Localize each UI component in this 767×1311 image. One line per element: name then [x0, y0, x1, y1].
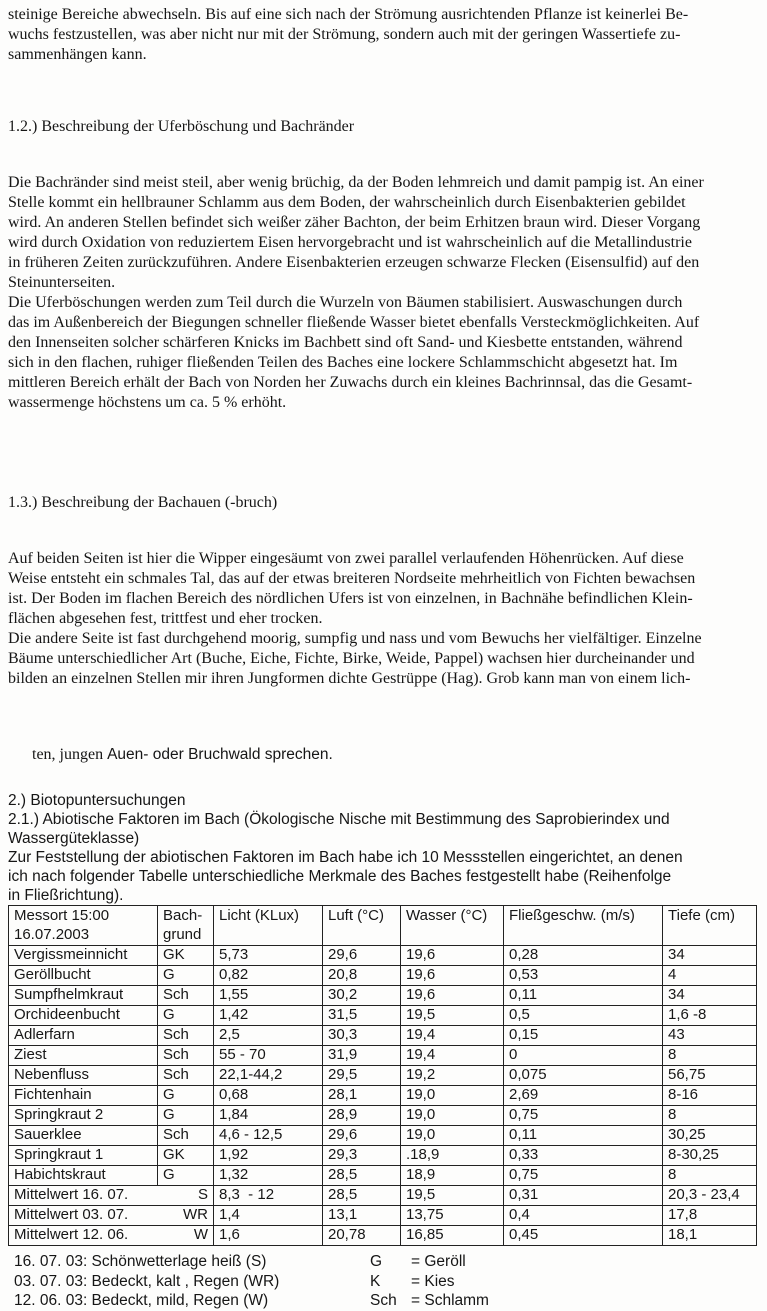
table-cell: GK: [158, 946, 214, 966]
table-cell: 28,1: [323, 1086, 401, 1106]
table-cell: 19,2: [401, 1066, 504, 1086]
legend: [14, 1252, 761, 1311]
table-cell: 1,6: [214, 1226, 323, 1246]
table-cell: 1,42: [214, 1006, 323, 1026]
text-line: 2.1.) Abiotische Faktoren im Bach (Ökologische Nische mit Bestimmung des Saprobierindex und: [8, 811, 670, 828]
table-cell: Sumpfhelmkraut: [9, 986, 158, 1006]
table-cell: 28,5: [323, 1166, 401, 1186]
table-cell: 19,6: [401, 986, 504, 1006]
header-line: Bach-: [163, 907, 203, 924]
table-cell: 29,5: [323, 1066, 401, 1086]
table-cell: Ziest: [9, 1046, 158, 1066]
table-cell: Habichtskraut: [9, 1166, 158, 1186]
weather-note: 16. 07. 03: Schönwetterlage heiß (S): [14, 1253, 267, 1270]
section-1-2-body: [8, 173, 761, 413]
table-cell: GK: [158, 1146, 214, 1166]
section-1-2: [8, 81, 761, 449]
table-row: [9, 1146, 757, 1166]
text-line: ich nach folgender Tabelle unterschiedliche Merkmale des Baches festgestellt habe (Reihenfolge: [8, 868, 672, 885]
text-line: in Fließrichtung).: [8, 887, 124, 904]
table-cell: 4: [663, 966, 757, 986]
table-cell: 30,2: [323, 986, 401, 1006]
table-header-cell: [214, 906, 323, 946]
header-line: Licht (KLux): [219, 907, 300, 924]
substrate-abbr: G: [370, 1253, 383, 1270]
table-cell: 0,53: [504, 966, 663, 986]
summary-label-cell: [9, 1206, 214, 1226]
weather-note: 12. 06. 03: Bedeckt, mild, Regen (W): [14, 1292, 269, 1309]
text-line: Bäume unterschiedlicher Art (Buche, Eiche, Fichte, Birke, Weide, Pappel) wachsen hier durcheinander und: [8, 650, 695, 667]
summary-label: Mittelwert 03. 07.: [14, 1206, 129, 1223]
legend-row: [14, 1291, 761, 1311]
table-cell: 20,8: [323, 966, 401, 986]
header-line: Tiefe (cm): [668, 907, 735, 924]
table-cell: 8: [663, 1106, 757, 1126]
text-line: sammenhängen kann.: [8, 46, 147, 63]
table-cell: Sauerklee: [9, 1126, 158, 1146]
text-line: Weise entsteht ein schmales Tal, das auf der etwas breiteren Nordseite mehrheitlich von Fichten bewachsen: [8, 570, 696, 587]
table-header-cell: [663, 906, 757, 946]
text-line: Die andere Seite ist fast durchgehend moorig, sumpfig und nass und vom Bewuchs her vielfältiger. Einzelne: [8, 630, 702, 647]
table-row: [9, 1066, 757, 1086]
table-cell: 0,4: [504, 1206, 663, 1226]
section-1-2-heading: 1.2.) Beschreibung der Uferböschung und Bachränder: [8, 118, 355, 135]
table-header-row: [9, 906, 757, 946]
header-line: 16.07.2003: [14, 926, 90, 943]
section-2: [8, 791, 761, 905]
table-cell: 16,85: [401, 1226, 504, 1246]
table-cell: 20,3 - 23,4: [663, 1186, 757, 1206]
mixed-font-line: [8, 725, 761, 763]
legend-row: [14, 1272, 761, 1292]
table-cell: .18,9: [401, 1146, 504, 1166]
table-row: [9, 1126, 757, 1146]
legend-row: [14, 1252, 761, 1272]
table-cell: 0,28: [504, 946, 663, 966]
text-line: Die Bachränder sind meist steil, aber wenig brüchig, da der Boden lehmreich und damit pampig ist. An einer: [8, 174, 704, 191]
table-cell: 13,75: [401, 1206, 504, 1226]
table-cell: 19,4: [401, 1026, 504, 1046]
table-cell: Sch: [158, 986, 214, 1006]
table-cell: 19,4: [401, 1046, 504, 1066]
table-cell: 20,78: [323, 1226, 401, 1246]
text-line: wassermenge höchstens um ca. 5 % erhöht.: [8, 394, 287, 411]
summary-label: Mittelwert 16. 07.: [14, 1186, 129, 1203]
substrate-definition: = Schlamm: [411, 1292, 489, 1309]
table-cell: Fichtenhain: [9, 1086, 158, 1106]
text-line: flächen abgesehen fest, trittfest und eher trocken.: [8, 610, 323, 627]
text-line: wuchs festzustellen, was aber nicht nur mit der Strömung, sondern auch mit der geringen Wassertiefe zu-: [8, 26, 681, 43]
table-cell: G: [158, 1166, 214, 1186]
table-cell: 19,0: [401, 1106, 504, 1126]
table-cell: Sch: [158, 1126, 214, 1146]
table-row: [9, 1166, 757, 1186]
table-cell: Sch: [158, 1026, 214, 1046]
table-cell: 0,075: [504, 1066, 663, 1086]
text-line: Auf beiden Seiten ist hier die Wipper eingesäumt von zwei parallel verlaufenden Höhenrücken. Auf diese: [8, 550, 684, 567]
table-cell: 55 - 70: [214, 1046, 323, 1066]
table-cell: 19,0: [401, 1126, 504, 1146]
summary-code: W: [193, 1226, 208, 1243]
table-cell: G: [158, 1006, 214, 1026]
header-line: Fließgeschw. (m/s): [509, 907, 635, 924]
mixed-line-sans-part: Auen- oder Bruchwald sprechen.: [107, 746, 333, 763]
table-cell: 2,69: [504, 1086, 663, 1106]
table-cell: G: [158, 1106, 214, 1126]
table-cell: Springkraut 2: [9, 1106, 158, 1126]
mixed-line-serif-part: ten, jungen: [32, 746, 108, 763]
table-cell: 56,75: [663, 1066, 757, 1086]
text-line: Zur Feststellung der abiotischen Faktoren im Bach habe ich 10 Messstellen eingerichtet, an denen: [8, 849, 683, 866]
text-line: wird. An anderen Stellen befindet sich weißer zäher Bachton, der beim Erhitzen braun wird. Dieser Vorgang: [8, 214, 701, 231]
table-row: [9, 1046, 757, 1066]
table-cell: 0,75: [504, 1106, 663, 1126]
text-line: ist. Der Boden im flachen Bereich des nördlichen Ufers ist von einzelnen, in Bachnähe befindlichen Klein-: [8, 590, 693, 607]
table-cell: 1,4: [214, 1206, 323, 1226]
summary-code: S: [197, 1186, 208, 1203]
table-cell: 5,73: [214, 946, 323, 966]
table-cell: 0,82: [214, 966, 323, 986]
header-line: Messort 15:00: [14, 907, 110, 924]
table-cell: 0,15: [504, 1026, 663, 1046]
table-cell: 0,5: [504, 1006, 663, 1026]
substrate-definition: = Geröll: [411, 1253, 466, 1270]
section-1-3-heading: 1.3.) Beschreibung der Bachauen (-bruch): [8, 494, 278, 511]
table-cell: 30,25: [663, 1126, 757, 1146]
measurement-table-header: [9, 906, 757, 946]
summary-label-cell: [9, 1186, 214, 1206]
text-line: in früheren Zeiten zurückzuführen. Andere Eisenbakterien erzeugen schwarze Flecken (Eisensulfid) auf den: [8, 254, 700, 271]
table-cell: 19,6: [401, 946, 504, 966]
table-row: [9, 986, 757, 1006]
table-cell: 0,68: [214, 1086, 323, 1106]
table-cell: 13,1: [323, 1206, 401, 1226]
table-cell: 28,5: [323, 1186, 401, 1206]
table-cell: 34: [663, 986, 757, 1006]
table-cell: 18,9: [401, 1166, 504, 1186]
table-cell: 4,6 - 12,5: [214, 1126, 323, 1146]
section-1-3: [8, 457, 761, 781]
substrate-definition: = Kies: [411, 1272, 455, 1290]
substrate-abbr: Sch: [370, 1292, 397, 1309]
table-cell: 0,33: [504, 1146, 663, 1166]
table-cell: 31,5: [323, 1006, 401, 1026]
table-row: [9, 1106, 757, 1126]
summary-row: [9, 1186, 757, 1206]
table-cell: Nebenfluss: [9, 1066, 158, 1086]
table-cell: 19,6: [401, 966, 504, 986]
table-cell: 0,31: [504, 1186, 663, 1206]
table-cell: Sch: [158, 1066, 214, 1086]
table-cell: G: [158, 966, 214, 986]
table-cell: 19,5: [401, 1006, 504, 1026]
text-line: mittleren Bereich erhält der Bach von Norden her Zuwachs durch ein kleines Bachrinnsal, das die Gesamt-: [8, 374, 693, 391]
table-cell: 8-16: [663, 1086, 757, 1106]
table-cell: 8,3 - 12: [214, 1186, 323, 1206]
table-cell: 1,6 -8: [663, 1006, 757, 1026]
table-cell: 0,45: [504, 1226, 663, 1246]
text-line: bilden an einzelnen Stellen mir ihren Jungformen dichte Gestrüppe (Hag). Grob kann man von einem lich-: [8, 670, 691, 687]
table-cell: 17,8: [663, 1206, 757, 1226]
table-cell: 0,75: [504, 1166, 663, 1186]
table-row: [9, 946, 757, 966]
table-header-cell: [323, 906, 401, 946]
table-cell: Orchideenbucht: [9, 1006, 158, 1026]
text-line: Die Uferböschungen werden zum Teil durch die Wurzeln von Bäumen stabilisiert. Auswaschungen durch: [8, 294, 683, 311]
summary-code: WR: [183, 1206, 208, 1223]
table-cell: 1,84: [214, 1106, 323, 1126]
table-row: [9, 1006, 757, 1026]
weather-note: 03. 07. 03: Bedeckt, kalt , Regen (WR): [14, 1272, 280, 1290]
text-line: steinige Bereiche abwechseln. Bis auf eine sich nach der Strömung ausrichtenden Pflanze ist keinerlei Be-: [8, 6, 689, 23]
table-cell: 8: [663, 1046, 757, 1066]
table-cell: Vergissmeinnicht: [9, 946, 158, 966]
summary-row: [9, 1226, 757, 1246]
table-header-cell: [158, 906, 214, 946]
summary-label: Mittelwert 12. 06.: [14, 1226, 129, 1243]
summary-label-cell: [9, 1226, 214, 1246]
table-cell: 0,11: [504, 1126, 663, 1146]
text-line: 2.) Biotopuntersuchungen: [8, 792, 186, 809]
table-cell: 28,9: [323, 1106, 401, 1126]
measurement-table-body: [9, 946, 757, 1246]
table-cell: G: [158, 1086, 214, 1106]
table-cell: 29,3: [323, 1146, 401, 1166]
table-cell: 19,0: [401, 1086, 504, 1106]
table-cell: 29,6: [323, 946, 401, 966]
text-line: wird durch Oxidation von reduziertem Eisen hervorgebracht und ist wahrscheinlich auf die Metallindustrie: [8, 234, 692, 251]
header-line: grund: [163, 926, 202, 943]
table-header-cell: [504, 906, 663, 946]
header-line: Wasser (°C): [406, 907, 488, 924]
measurement-table: [8, 905, 757, 1246]
paragraph-intro: [8, 5, 761, 65]
table-cell: 19,5: [401, 1186, 504, 1206]
section-1-3-body: [8, 549, 761, 689]
substrate-abbr: K: [370, 1272, 381, 1290]
table-cell: 0,11: [504, 986, 663, 1006]
table-cell: 43: [663, 1026, 757, 1046]
table-cell: 34: [663, 946, 757, 966]
header-line: Luft (°C): [328, 907, 385, 924]
table-row: [9, 1026, 757, 1046]
table-header-cell: [401, 906, 504, 946]
table-cell: 31,9: [323, 1046, 401, 1066]
table-cell: 8-30,25: [663, 1146, 757, 1166]
table-cell: 0: [504, 1046, 663, 1066]
text-line: Steinunterseiten.: [8, 274, 116, 291]
summary-row: [9, 1206, 757, 1226]
text-line: den Innenseiten solcher schärferen Knicks im Bachbett sind oft Sand- und Kiesbette entstanden, während: [8, 334, 683, 351]
table-cell: Adlerfarn: [9, 1026, 158, 1046]
table-row: [9, 1086, 757, 1106]
table-row: [9, 966, 757, 986]
table-cell: 1,32: [214, 1166, 323, 1186]
table-cell: 1,55: [214, 986, 323, 1006]
table-cell: 22,1-44,2: [214, 1066, 323, 1086]
table-cell: 29,6: [323, 1126, 401, 1146]
table-cell: Geröllbucht: [9, 966, 158, 986]
text-line: Wassergüteklasse): [8, 830, 140, 847]
table-cell: Springkraut 1: [9, 1146, 158, 1166]
text-line: sich in den flachen, ruhiger fließenden Teilen des Baches eine lockere Schlammschicht abgesetzt hat. Im: [8, 354, 678, 371]
table-cell: Sch: [158, 1046, 214, 1066]
table-header-cell: [9, 906, 158, 946]
table-cell: 1,92: [214, 1146, 323, 1166]
table-cell: 18,1: [663, 1226, 757, 1246]
table-cell: 8: [663, 1166, 757, 1186]
text-line: Stelle kommt ein hellbrauner Schlamm aus dem Boden, der wahrscheinlich durch Eisenbakterien gebildet: [8, 194, 686, 211]
table-cell: 2,5: [214, 1026, 323, 1046]
text-line: das im Außenbereich der Biegungen schneller fließende Wasser bietet ebenfalls Versteckmöglichkeiten. Auf: [8, 314, 700, 331]
table-cell: 30,3: [323, 1026, 401, 1046]
